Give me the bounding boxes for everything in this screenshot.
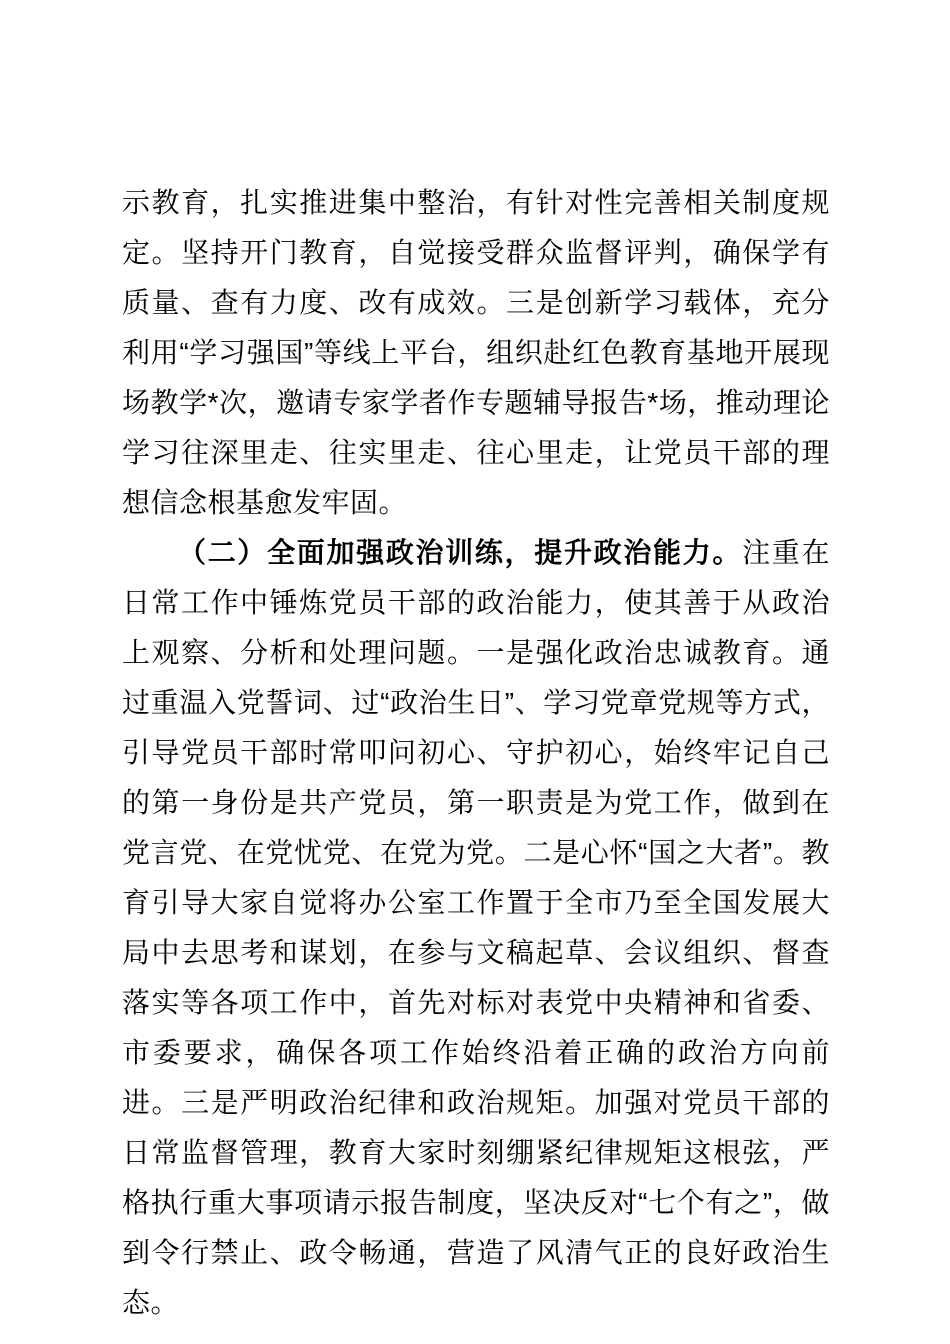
paragraph-text: 示教育，扎实推进集中整治，有针对性完善相关制度规定。坚持开门教育，自觉接受群众监督评判，确保学有质量、查有力度、改有成效。三是创新学习载体，充分利用“学习强国”等线上平台，组织赴红色教育基地开展现场教学*次，邀请专家学者作专题辅导报告*场，推动理论学习往深里走、往实里走、往心里走，让党员干部的理想信念根基愈发牢固。: [122, 187, 830, 518]
body-paragraph-section-2: [122, 528, 830, 1328]
document-body: [122, 178, 830, 1328]
section-2-heading: （二）全面加强政治训练，提升政治能力。: [178, 537, 743, 568]
section-2-text: 注重在日常工作中锤炼党员干部的政治能力，使其善于从政治上观察、分析和处理问题。一是强化政治忠诚教育。通过重温入党誓词、过“政治生日”、学习党章党规等方式，引导党员干部时常叩问初心、守护初心，始终牢记自己的第一身份是共产党员，第一职责是为党工作，做到在党言党、在党忧党、在党为党。二是心怀“国之大者”。教育引导大家自觉将办公室工作置于全市乃至全国发展大局中去思考和谋划，在参与文稿起草、会议组织、督查落实等各项工作中，首先对标对表党中央精神和省委、市委要求，确保各项工作始终沿着正确的政治方向前进。三是严明政治纪律和政治规矩。加强对党员干部的日常监督管理，教育大家时刻绷紧纪律规矩这根弦，严格执行重大事项请示报告制度，坚决反对“七个有之”，做到令行禁止、政令畅通，营造了风清气正的良好政治生态。: [122, 537, 830, 1318]
body-paragraph-continuation: [122, 178, 830, 528]
